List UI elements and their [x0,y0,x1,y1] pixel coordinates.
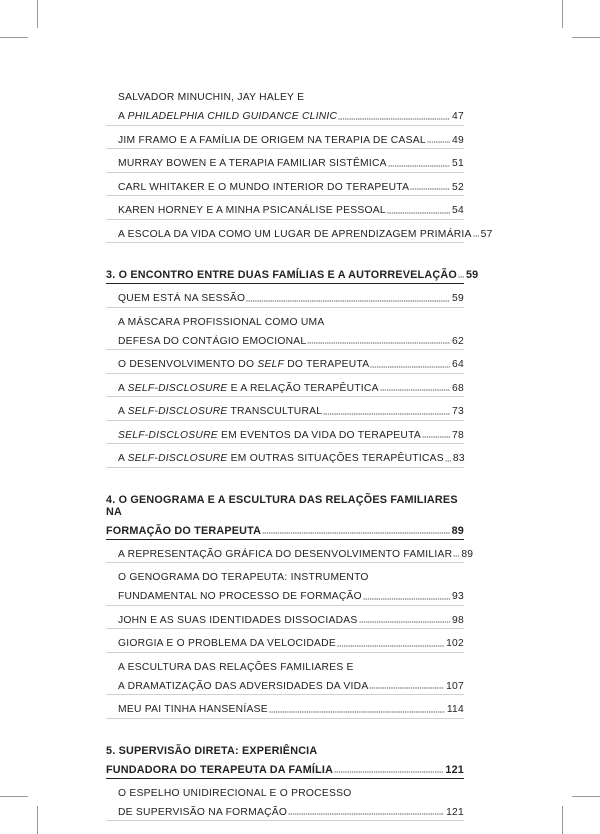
toc-entry-last-line [118,228,493,241]
title-text: CARL WHITAKER E O MUNDO INTERIOR DO TERAPEUTA [118,181,410,193]
toc-entry-last-line [118,548,474,561]
dot-leader [387,212,450,214]
toc-entry-line: A MÁSCARA PROFISSIONAL COMO UMA [118,316,325,328]
toc-entry-last-line [118,293,464,305]
dot-leader [338,118,450,120]
page-number: 62 [452,335,464,347]
title-text: JIM FRAMO E A FAMÍLIA DE ORIGEM NA TERAPIA DE CASAL [118,134,426,146]
section-heading-last-line [106,525,464,537]
toc-entry-title [118,615,358,627]
toc-entry-last-line [118,383,464,395]
toc-entry-last-line [118,591,464,603]
dot-leader [453,555,459,557]
title-text: DEFESA DO CONTÁGIO EMOCIONAL [118,335,307,347]
title-text: E A RELAÇÃO TERAPÊUTICA [227,382,379,394]
title-text: A [118,382,128,394]
section-title: FORMAÇÃO DO TERAPEUTA [106,524,262,537]
crop-mark [37,0,38,28]
toc-entry-last-line [118,336,464,348]
toc-group [106,293,464,468]
toc-entry[interactable] [106,92,464,126]
title-text: TRANSCULTURAL [227,406,323,417]
toc-entry[interactable] [106,359,464,374]
dot-leader [388,165,450,167]
toc-entry-line: A ESCULTURA DAS RELAÇÕES FAMILIARES E [118,661,354,673]
toc-entry[interactable] [106,317,464,351]
toc-entry-line: SALVADOR MINUCHIN, JAY HALEY E [118,92,305,103]
toc-entry-last-line [118,135,464,147]
page-number: 89 [451,524,464,537]
page-number: 121 [446,806,464,818]
toc-entry[interactable] [106,788,464,822]
page-number: 47 [452,111,464,122]
title-text: FUNDAMENTAL NO PROCESSO DE FORMAÇÃO [118,591,362,602]
section-heading-last-line [106,764,464,776]
toc-entry-last-line [118,430,464,442]
toc-entry-last-line [118,111,464,123]
dot-leader [370,366,450,368]
title-text: GIORGIA E O PROBLEMA DA VELOCIDADE [118,638,336,649]
toc-entry-last-line [118,205,464,217]
section-heading[interactable] [106,494,464,540]
page-number: 83 [452,453,465,464]
page-number: 78 [452,429,464,441]
toc-entry[interactable] [106,704,464,719]
dot-leader [269,711,445,713]
toc-entry-last-line [118,406,464,418]
page-number: 64 [452,359,464,370]
dot-leader [288,813,444,815]
toc-entry-last-line [118,615,464,627]
title-text: EM EVENTOS DA VIDA DO TERAPEUTA [217,429,422,441]
page-number: 54 [452,205,464,216]
title-text: DE SUPERVISÃO NA FORMAÇÃO [118,806,288,818]
title-text: KAREN HORNEY E A MINHA PSICANÁLISE PESSOAL [118,205,386,216]
dot-leader [369,687,444,689]
title-text: JOHN E AS SUAS IDENTIDADES DISSOCIADAS [118,614,358,626]
dot-leader [473,235,479,237]
toc-entry[interactable] [106,430,464,445]
dot-leader [307,342,450,344]
title-italic-text: SELF-DISCLOSURE [127,382,228,394]
dot-leader [380,389,450,391]
toc-entry-last-line [118,681,464,693]
toc-entry-title [118,638,336,650]
toc-entry-title [118,293,245,305]
dot-leader [262,532,449,534]
crop-mark [562,806,563,834]
toc-entry[interactable] [106,293,464,308]
dot-leader [422,436,450,438]
toc-entry[interactable] [106,135,464,150]
crop-mark [572,37,600,38]
toc-entry[interactable] [106,383,464,398]
dot-leader [458,276,464,278]
title-italic-text: SELF-DISCLOSURE [127,453,228,464]
toc-entry-title [118,359,369,371]
title-text: A [118,406,128,417]
title-italic-text: SELF-DISCLOSURE [127,406,228,417]
toc-entry-last-line [118,704,464,716]
dot-leader [337,645,444,647]
title-text: A REPRESENTAÇÃO GRÁFICA DO DESENVOLVIMENTO FAMILIAR [118,548,453,560]
title-text: DO TERAPEUTA [284,359,370,370]
toc-entry-title [118,453,444,465]
dot-leader [427,141,450,143]
section-title: 3. O ENCONTRO ENTRE DUAS FAMÍLIAS E A AUTORREVELAÇÃO [106,269,457,281]
page-number: 93 [452,591,464,602]
toc-entry[interactable] [106,406,464,421]
toc-entry[interactable] [106,228,493,244]
section-title: FUNDADORA DO TERAPEUTA DA FAMÍLIA [106,763,334,776]
toc-entry-title [118,406,322,418]
dot-leader [359,621,451,623]
table-of-contents [106,92,493,830]
page-number: 121 [445,763,464,776]
page-number: 114 [446,704,464,715]
toc-entry-title [118,591,362,603]
page-number: 98 [452,614,464,626]
title-text: MEU PAI TINHA HANSENÍASE [118,704,268,715]
toc-entry-title [118,704,268,716]
page-number: 49 [452,134,464,146]
toc-entry-title [118,430,421,442]
title-text: A [118,453,128,464]
toc-entry-last-line [118,453,464,465]
title-text: A [118,111,128,122]
toc-group [106,548,474,719]
toc-entry-title [118,681,368,693]
section-heading-line: 5. SUPERVISÃO DIRETA: EXPERIÊNCIA [106,744,318,757]
title-text: A DRAMATIZAÇÃO DAS ADVERSIDADES DA VIDA [118,680,369,692]
toc-entry[interactable] [106,662,464,696]
toc-entry-last-line [118,158,464,170]
toc-entry-last-line [118,638,464,650]
dot-leader [246,300,450,302]
dot-leader [410,188,450,190]
page-number: 51 [452,158,464,169]
toc-entry-last-line [118,182,464,194]
title-italic-text: SELF [257,359,285,370]
toc-entry[interactable] [106,205,464,220]
page-number: 102 [446,638,464,649]
title-text: QUEM ESTÁ NA SESSÃO [118,293,246,304]
page-number: 59 [465,269,479,281]
crop-mark [0,37,28,38]
toc-entry[interactable] [106,548,474,564]
toc-entry-title [118,111,337,123]
section-heading[interactable] [106,269,479,284]
page-number: 52 [452,181,464,193]
section-heading-last-line [106,269,479,281]
section-heading[interactable] [106,745,464,779]
toc-entry[interactable] [106,453,464,468]
dot-leader [334,771,443,773]
page-number: 73 [452,406,464,417]
toc-entry-title [118,182,409,194]
title-italic-text: SELF-DISCLOSURE [118,429,218,441]
toc-entry-title [118,158,387,170]
toc-entry-line: O ESPELHO UNIDIRECIONAL E O PROCESSO [118,787,352,799]
page-number: 57 [480,228,493,240]
dot-leader [445,460,451,462]
page-number: 89 [461,548,474,560]
toc-entry[interactable] [106,615,464,630]
toc-entry-title [118,383,379,395]
page-number: 59 [452,293,464,304]
toc-group [106,788,464,822]
title-text: O DESENVOLVIMENTO DO [118,359,258,370]
crop-mark [572,796,600,797]
toc-entry-title [118,205,386,217]
toc-entry-title [118,807,287,819]
toc-entry-line: O GENOGRAMA DO TERAPEUTA: INSTRUMENTO [118,572,369,583]
dot-leader [363,598,450,600]
title-text: EM OUTRAS SITUAÇÕES TERAPÊUTICAS [227,453,444,464]
toc-entry-title [118,549,452,561]
toc-entry[interactable] [106,572,464,606]
title-text: A ESCOLA DA VIDA COMO UM LUGAR DE APRENDIZAGEM PRIMÁRIA [118,228,472,240]
toc-entry-title [118,336,306,348]
dot-leader [323,413,450,415]
title-italic-text: PHILADELPHIA CHILD GUIDANCE CLINIC [127,111,338,122]
page-number: 68 [452,382,464,394]
page-number: 107 [446,680,464,692]
crop-mark [0,796,28,797]
toc-entry[interactable] [106,158,464,173]
toc-entry[interactable] [106,182,464,197]
crop-mark [37,806,38,834]
toc-entry[interactable] [106,638,464,653]
title-text: MURRAY BOWEN E A TERAPIA FAMILIAR SISTÊMICA [118,158,387,169]
toc-entry-title [118,135,426,147]
section-heading-line: 4. O GENOGRAMA E A ESCULTURA DAS RELAÇÕES FAMILIARES NA [106,493,458,518]
toc-entry-title [118,229,472,241]
crop-mark [562,0,563,28]
toc-entry-last-line [118,807,464,819]
toc-entry-last-line [118,359,464,371]
toc-group [106,92,493,243]
